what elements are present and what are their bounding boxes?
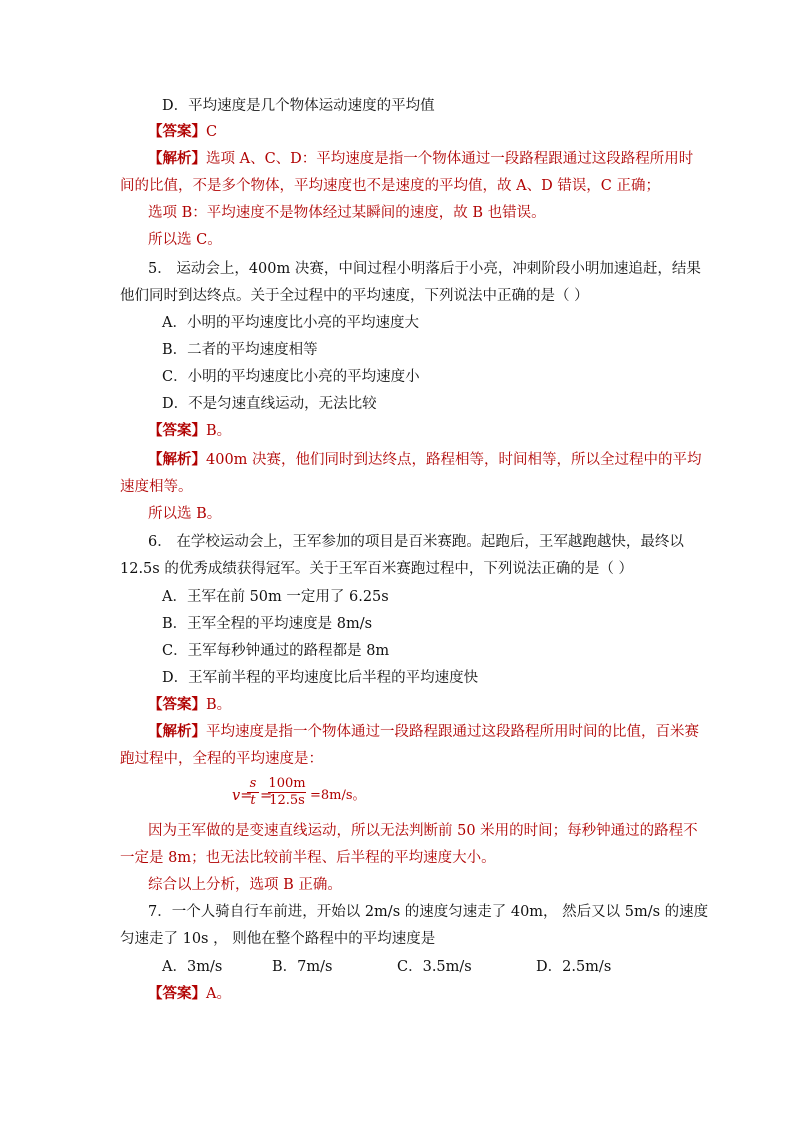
q7-stem-line1: 7．一个人骑自行车前进，开始以 2m/s 的速度匀速走了 40m， 然后又以 5m/s 的速度: [148, 904, 709, 920]
q6-option-c: C．王军每秒钟通过的路程都是 8m: [162, 643, 390, 659]
answer-label: 【答案】: [148, 123, 206, 140]
q4-analysis-line3: 选项 B：平均速度不是物体经过某瞬间的速度，故 B 也错误。: [148, 205, 546, 221]
analysis-text: 平均速度是指一个物体通过一段路程跟通过这段路程所用时间的比值，百米赛: [206, 724, 699, 740]
q7-option-a: A．3m/s: [162, 959, 223, 975]
q6-analysis-line3: 因为王军做的是变速直线运动，所以无法判断前 50 米用的时间；每秒钟通过的路程不: [148, 823, 698, 839]
q4-conclusion: 所以选 C。: [148, 232, 222, 248]
analysis-text: 400m 决赛，他们同时到达终点，路程相等，时间相等，所以全过程中的平均: [206, 452, 702, 468]
q5-answer: [148, 421, 231, 441]
formula-denominator: 12.5s: [269, 793, 305, 808]
q7-option-d: D．2.5m/s: [536, 959, 612, 975]
q6-option-a: A．王军在前 50m 一定用了 6.25s: [162, 589, 389, 605]
q7-stem-line2: 匀速走了 10s ， 则他在整个路程中的平均速度是: [120, 931, 436, 947]
q6-stem-line2: 12.5s 的优秀成绩获得冠军。关于王军百米赛跑过程中，下列说法正确的是（ ）: [120, 561, 633, 577]
analysis-label: 【解析】: [148, 451, 206, 468]
q4-analysis-line2: 间的比值，不是多个物体，平均速度也不是速度的平均值，故 A、D 错误，C 正确；: [120, 178, 661, 194]
answer-label: 【答案】: [148, 696, 206, 713]
q5-analysis-line1: [148, 450, 702, 470]
analysis-label: 【解析】: [148, 723, 206, 740]
q6-option-b: B．王军全程的平均速度是 8m/s: [162, 616, 373, 632]
answer-value: C: [206, 124, 218, 140]
answer-value: A。: [206, 986, 231, 1002]
q4-analysis-line1: [148, 149, 693, 169]
q6-formula: [232, 774, 372, 814]
formula-eq: =: [260, 788, 273, 804]
formula-s: s: [249, 776, 257, 791]
answer-value: B。: [206, 423, 232, 439]
q4-option-d: D．平均速度是几个物体运动速度的平均值: [162, 98, 435, 114]
q6-analysis-line2: 跑过程中，全程的平均速度是：: [120, 751, 323, 767]
formula-numerator: 100m: [268, 776, 306, 791]
q7-option-c: C．3.5m/s: [397, 959, 472, 975]
q5-stem-line1: 5． 运动会上，400m 决赛，中间过程小明落后于小亮，冲刺阶段小明加速追赶，结果: [148, 261, 701, 277]
q5-option-c: C．小明的平均速度比小亮的平均速度小: [162, 369, 420, 385]
q6-conclusion: 综合以上分析，选项 B 正确。: [148, 877, 342, 893]
formula-v: v=: [232, 788, 253, 804]
answer-label: 【答案】: [148, 422, 206, 439]
q5-analysis-line2: 速度相等。: [120, 479, 193, 495]
formula-fraction: [268, 777, 306, 808]
answer-value: B。: [206, 697, 232, 713]
q5-option-d: D．不是匀速直线运动，无法比较: [162, 396, 377, 412]
q5-stem-line2: 他们同时到达终点。关于全过程中的平均速度，下列说法中正确的是（ ）: [120, 288, 589, 304]
formula-t: t: [250, 793, 256, 808]
analysis-label: 【解析】: [148, 150, 206, 167]
q7-option-b: B．7m/s: [272, 959, 333, 975]
q5-option-a: A．小明的平均速度比小亮的平均速度大: [162, 315, 419, 331]
q6-answer: [148, 695, 231, 715]
q6-option-d: D．王军前半程的平均速度比后半程的平均速度快: [162, 670, 479, 686]
analysis-text: 选项 A、C、D：平均速度是指一个物体通过一段路程跟通过这段路程所用时: [206, 151, 694, 167]
answer-label: 【答案】: [148, 985, 206, 1002]
q6-analysis-line4: 一定是 8m；也无法比较前半程、后半程的平均速度大小。: [120, 850, 496, 866]
q5-conclusion: 所以选 B。: [148, 506, 222, 522]
q6-stem-line1: 6． 在学校运动会上，王军参加的项目是百米赛跑。起跑后，王军越跑越快，最终以: [148, 534, 684, 550]
q5-option-b: B．二者的平均速度相等: [162, 342, 318, 358]
q7-answer: [148, 984, 231, 1004]
q6-analysis-line1: [148, 722, 699, 742]
formula-s-over-t: [247, 777, 259, 808]
q4-answer: [148, 122, 217, 142]
formula-result: =8m/s。: [310, 788, 366, 803]
